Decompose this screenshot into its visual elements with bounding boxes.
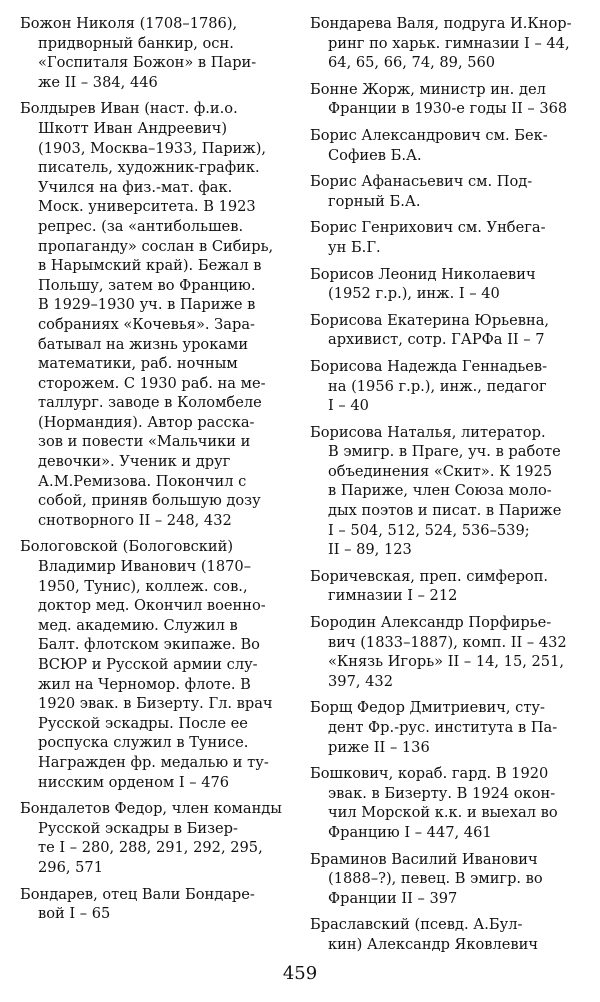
index-entry: Браславский (псевд. А.Бул- кин) Александр Яковлевич [310, 916, 538, 953]
page-number: 459 [282, 963, 318, 984]
index-entry: Бородин Александр Порфирье- вич (1833–1887), комп. II – 432 «Князь Игорь» II – 14, 15, 251, 397, 432 [310, 614, 567, 690]
index-entry: Бошкович, кораб. гард. В 1920 эвак. в Бизерту. В 1924 окон- чил Морской к.к. и выехал во Францию I – 447, 461 [310, 765, 558, 841]
index-entry: Бондалетов Федор, член команды Русской эскадры в Бизер- те I – 280, 288, 291, 292, 295, 296, 571 [20, 800, 282, 876]
right-column [310, 14, 586, 962]
index-entry: Боричевская, преп. симфероп. гимназии I – 212 [310, 567, 549, 605]
index-entry: Бондарев, отец Вали Бондаре- вой I – 65 [20, 885, 255, 923]
index-entry: Борщ Федор Дмитриевич, сту- дент Фр.-рус. института в Па- риже II – 136 [310, 699, 558, 756]
index-entry: Божон Николя (1708–1786), придворный банкир, осн. «Госпиталя Божон» в Пари- же II – 384, 446 [20, 15, 257, 91]
index-entry: Борис Александрович см. Бек- Софиев Б.А. [310, 126, 548, 164]
index-entry: Борисов Леонид Николаевич (1952 г.р.), инж. I – 40 [310, 265, 536, 303]
left-column [20, 14, 296, 931]
index-entry: Браминов Василий Иванович (1888–?), певец. В эмигр. во Франции II – 397 [310, 850, 543, 907]
index-entry: Болдырев Иван (наст. ф.и.о. Шкотт Иван Андреевич) (1903, Москва–1933, Париж), писатель, художник-график. Учился на физ.-мат. фак. Моск. университета. В 1923 репрес. (за «антибольшев. пропаганду» сослан в Сибирь, в Нарымский край). Бежал в Польшу, затем во Францию. В 1929–1930 уч. в Париже в собраниях «Кочевья». Зара- батывал на жизнь уроками математики, раб. ночным сторожем. С 1930 раб. на ме- таллург. заводе в Коломбеле (Нормандия). Автор расска- зов и повести «Мальчики и девочки». Ученик и друг А.М.Ремизова. Покончил с собой, приняв большую дозу снотворного II – 248, 432 [20, 100, 274, 529]
index-entry: Борис Генрихович см. Унбега- ун Б.Г. [310, 219, 546, 256]
index-entry: Бологовской (Бологовский) Владимир Иванович (1870– 1950, Тунис), коллеж. сов., доктор мед. Окончил военно- мед. академию. Служил в Балт. флотском экипаже. Во ВСЮР и Русской армии слу- жил на Черномор. флоте. В 1920 эвак. в Бизерту. Гл. врач Русской эскадры. После ее роспуска служил в Тунисе. Награжден фр. медалью и ту- нисским орденом I – 476 [20, 538, 273, 791]
index-entry: Бондарева Валя, подруга И.Кнор- ринг по харьк. гимназии I – 44, 64, 65, 66, 74, 89, 560 [310, 15, 572, 72]
index-entry: Борисова Наталья, литератор. В эмигр. в Праге, уч. в работе объединения «Скит». К 1925 в Париже, член Союза моло- дых поэтов и писат. в Париже I – 504, 512, 524, 536–539; II – 89, 123 [310, 423, 562, 559]
index-entry: Борисова Надежда Геннадьев- на (1956 г.р.), инж., педагог I – 40 [310, 357, 548, 415]
index-entry: Борис Афанасьевич см. Под- горный Б.А. [310, 173, 533, 210]
index-entry: Бонне Жорж, министр ин. дел Франции в 1930-е годы II – 368 [310, 80, 568, 118]
index-entry: Борисова Екатерина Юрьевна, архивист, сотр. ГАРФа II – 7 [310, 311, 550, 349]
